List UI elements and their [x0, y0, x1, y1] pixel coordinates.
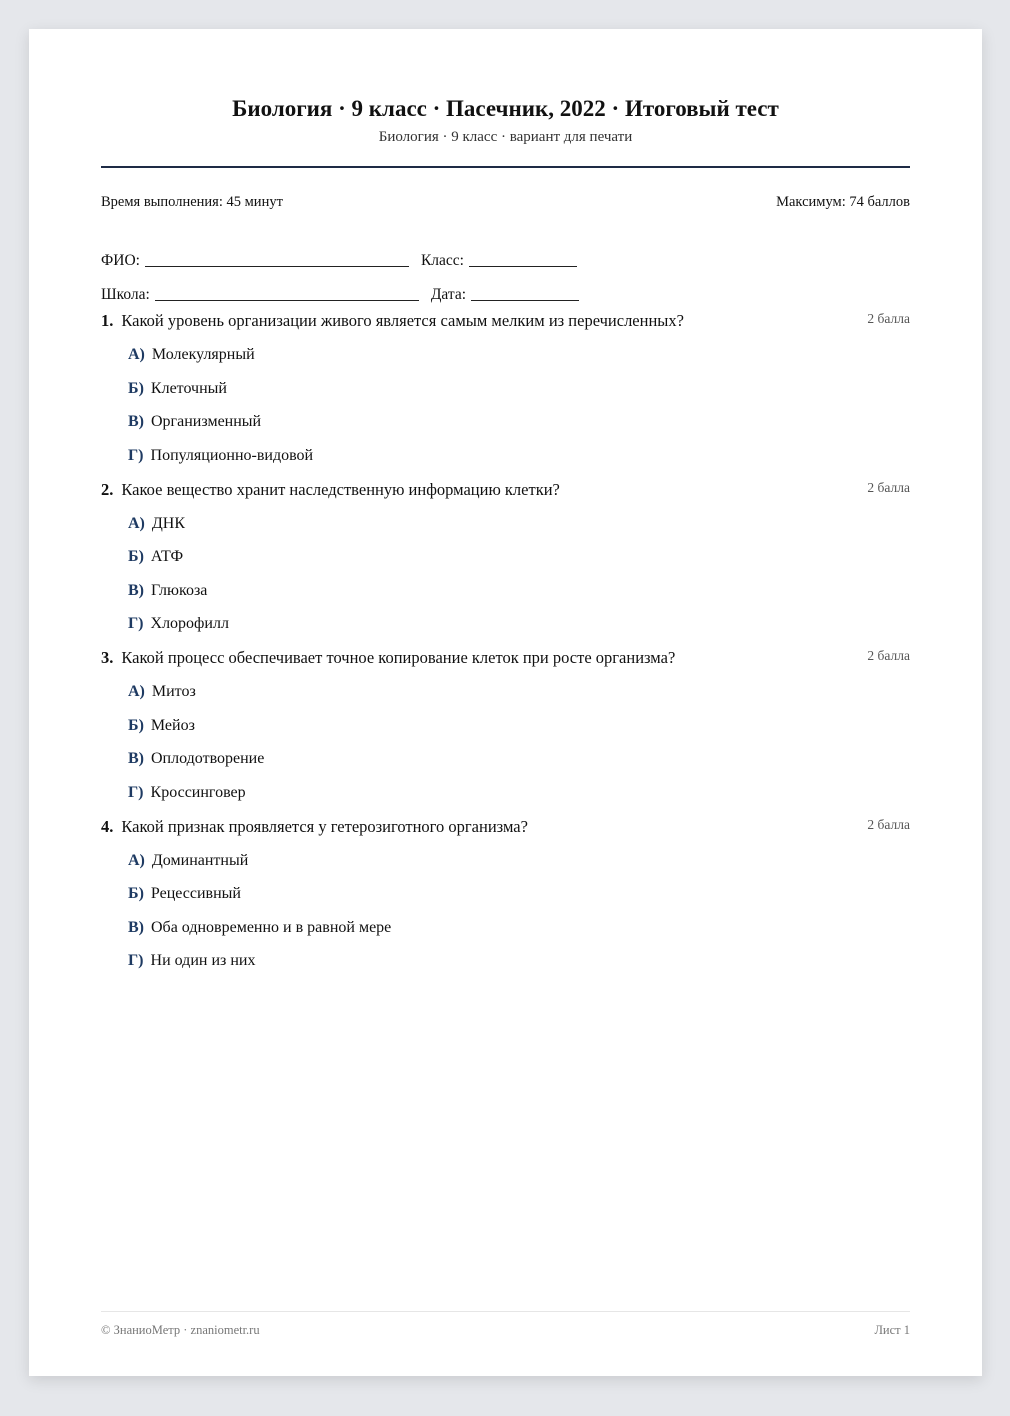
option-text: Организменный: [151, 413, 262, 430]
footer-copyright: © ЗнаниоМетр · znaniometr.ru: [101, 1323, 260, 1337]
option-text: Митоз: [151, 683, 196, 700]
option-letter: В): [128, 750, 144, 767]
question-text: Какой признак проявляется у гетерозиготного организма?: [121, 816, 528, 836]
question-stem: [101, 479, 560, 501]
question-4: [101, 816, 910, 973]
question-3: [101, 647, 910, 804]
test-sheet: [29, 29, 982, 1376]
answer-option[interactable]: [128, 378, 910, 400]
option-text: Клеточный: [150, 379, 227, 397]
question-header: [101, 647, 910, 669]
option-text: Глюкоза: [151, 581, 208, 599]
option-letter: Б): [128, 716, 144, 734]
option-text: Оба одновременно и в равной мере: [151, 918, 392, 936]
question-header: [101, 479, 910, 501]
question-points: 2 балла: [867, 816, 910, 832]
option-letter: А): [128, 514, 145, 532]
field-row-fio: [101, 251, 910, 271]
answer-option[interactable]: [128, 546, 910, 568]
page-number: Лист 1: [874, 1323, 910, 1337]
question-number: 1.: [101, 311, 114, 330]
question-1: [101, 310, 910, 467]
answer-option[interactable]: [128, 850, 910, 872]
date-label: Дата:: [430, 286, 467, 303]
footer-divider: [101, 1311, 910, 1312]
question-number: 3.: [101, 648, 114, 667]
option-letter: Б): [128, 885, 144, 902]
option-text: Оплодотворение: [151, 750, 265, 767]
page-subtitle: Биология · 9 класс · вариант для печати: [378, 129, 633, 145]
answer-option[interactable]: [128, 613, 910, 635]
answer-options: [128, 850, 910, 973]
question-list: [101, 310, 910, 984]
date-input-line[interactable]: [471, 286, 579, 301]
option-text: Ни один из них: [150, 952, 256, 969]
fio-label: ФИО:: [101, 252, 140, 269]
sheet-header: [101, 95, 910, 147]
answer-option[interactable]: [128, 681, 910, 703]
option-text: Популяционно-видовой: [150, 446, 314, 464]
time-limit: Время выполнения: 45 минут: [101, 194, 283, 210]
option-text: АТФ: [150, 548, 184, 565]
option-text: ДНК: [151, 514, 186, 532]
option-letter: Г): [128, 446, 144, 464]
answer-options: [128, 513, 910, 636]
option-letter: Г): [128, 952, 144, 969]
answer-option[interactable]: [128, 917, 910, 939]
option-letter: А): [128, 346, 145, 363]
question-points: 2 балла: [867, 311, 910, 326]
max-score: Максимум: 74 баллов: [776, 194, 910, 210]
header-divider: [101, 166, 910, 168]
option-letter: В): [128, 918, 144, 936]
option-letter: Г): [128, 615, 144, 632]
answer-option[interactable]: [128, 580, 910, 602]
answer-option[interactable]: [128, 445, 910, 467]
class-label: Класс:: [420, 252, 464, 269]
option-letter: А): [128, 683, 145, 700]
field-row-school: [101, 285, 910, 305]
option-letter: Б): [128, 548, 144, 565]
answer-option[interactable]: [128, 344, 910, 366]
school-label: Школа:: [101, 286, 150, 303]
sheet-content: [101, 29, 910, 1376]
option-text: Молекулярный: [151, 346, 255, 363]
school-input-line[interactable]: [155, 286, 419, 301]
answer-options: [128, 681, 910, 804]
sheet-footer: [101, 1322, 910, 1338]
class-input-line[interactable]: [469, 252, 577, 267]
question-header: [101, 310, 910, 332]
question-stem: [101, 310, 684, 332]
option-letter: А): [128, 851, 145, 869]
answer-option[interactable]: [128, 950, 910, 972]
meta-row: [101, 193, 910, 211]
answer-option[interactable]: [128, 748, 910, 770]
fio-input-line[interactable]: [145, 252, 409, 267]
answer-option[interactable]: [128, 883, 910, 905]
question-header: [101, 816, 910, 838]
question-text: Какой процесс обеспечивает точное копирование клеток при росте организма?: [121, 648, 676, 667]
question-text: Какой уровень организации живого является самым мелким из перечисленных?: [121, 311, 684, 330]
option-letter: Б): [128, 379, 144, 397]
option-text: Рецессивный: [150, 885, 241, 902]
option-text: Кроссинговер: [150, 783, 246, 801]
answer-option[interactable]: [128, 782, 910, 804]
answer-options: [128, 344, 910, 467]
answer-option[interactable]: [128, 715, 910, 737]
option-letter: Г): [128, 783, 144, 801]
question-number: 4.: [101, 816, 114, 836]
option-text: Мейоз: [150, 716, 195, 734]
option-letter: В): [128, 581, 144, 599]
option-text: Доминантный: [151, 851, 249, 869]
option-letter: В): [128, 413, 144, 430]
question-text: Какое вещество хранит наследственную информацию клетки?: [121, 479, 560, 499]
question-points: 2 балла: [867, 479, 910, 495]
page-title: Биология · 9 класс · Пасечник, 2022 · Итоговый тест: [232, 96, 779, 121]
question-points: 2 балла: [867, 648, 910, 663]
answer-option[interactable]: [128, 411, 910, 433]
question-stem: [101, 647, 675, 669]
question-2: [101, 479, 910, 636]
option-text: Хлорофилл: [150, 615, 229, 632]
question-stem: [101, 816, 528, 838]
question-number: 2.: [101, 479, 114, 499]
answer-option[interactable]: [128, 513, 910, 535]
